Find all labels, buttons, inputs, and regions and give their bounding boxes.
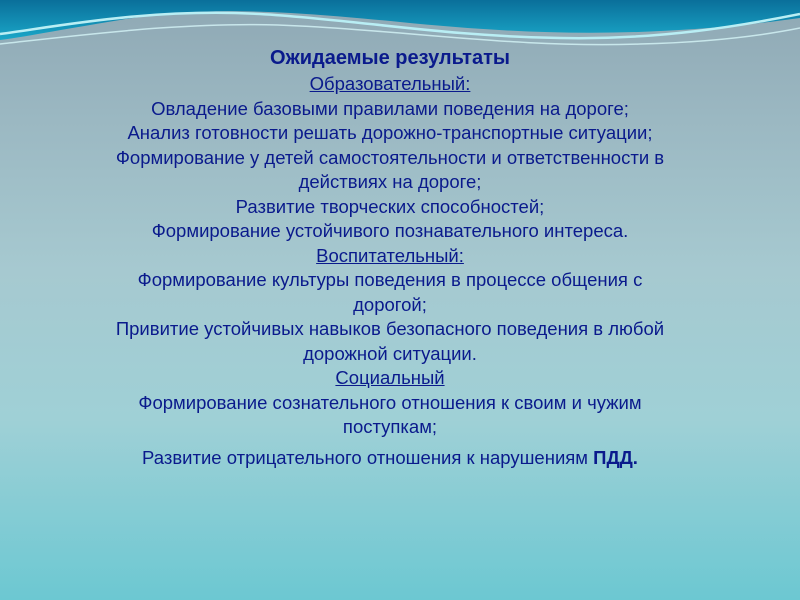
list-item: Анализ готовности решать дорожно-транспортные ситуации;	[127, 122, 653, 143]
list-item: Формирование у детей самостоятельности и ответственности в	[115, 146, 665, 168]
section-heading-upbringing: Воспитательный:	[316, 244, 464, 266]
final-line-text: Развитие отрицательного отношения к нарушениям	[142, 446, 594, 468]
list-item: дорогой;	[353, 293, 427, 315]
final-line-abbreviation: ПДД.	[593, 446, 638, 468]
list-item: Формирование сознательного отношения к своим и чужим	[138, 391, 642, 413]
slide-content	[40, 44, 740, 470]
list-item: Развитие творческих способностей;	[235, 195, 545, 217]
slide-title: Ожидаемые результаты	[270, 47, 510, 69]
section-heading-social: Социальный	[335, 367, 445, 388]
list-item: Формирование культуры поведения в процессе общения с	[137, 269, 643, 290]
list-item: дорожной ситуации.	[303, 342, 477, 364]
list-item: действиях на дороге;	[298, 171, 482, 192]
list-item: Привитие устойчивых навыков безопасного поведения в любой	[115, 318, 665, 339]
section-heading-educational: Образовательный:	[309, 73, 471, 94]
list-item: Формирование устойчивого познавательного интереса.	[151, 220, 629, 241]
list-item: поступкам;	[342, 416, 438, 437]
final-line	[40, 446, 740, 471]
list-item: Овладение базовыми правилами поведения на дороге;	[151, 97, 629, 119]
